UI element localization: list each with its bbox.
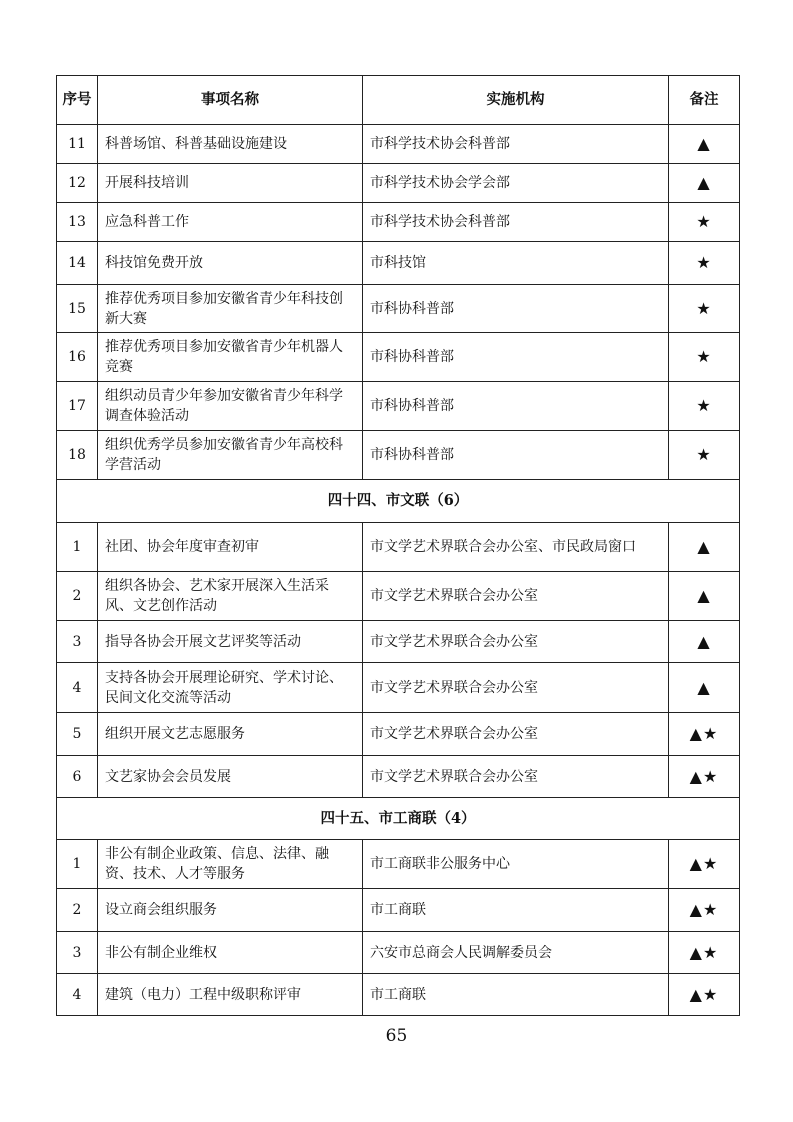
row-mark: ▲ — [669, 164, 740, 203]
row-agency: 市科学技术协会学会部 — [363, 164, 669, 203]
header-agency: 实施机构 — [363, 76, 669, 125]
row-agency: 市工商联非公服务中心 — [363, 840, 669, 889]
table-row — [57, 164, 740, 203]
row-name: 科技馆免费开放 — [98, 242, 363, 285]
table-row — [57, 333, 740, 382]
table-row — [57, 974, 740, 1016]
row-name: 推荐优秀项目参加安徽省青少年机器人竞赛 — [98, 333, 363, 382]
row-mark: ▲ — [669, 572, 740, 621]
row-name: 非公有制企业维权 — [98, 932, 363, 974]
table-row — [57, 663, 740, 713]
table-row — [57, 621, 740, 663]
row-name: 组织优秀学员参加安徽省青少年高校科学营活动 — [98, 431, 363, 480]
row-mark: ▲★ — [669, 932, 740, 974]
row-name: 组织动员青少年参加安徽省青少年科学调查体验活动 — [98, 382, 363, 431]
table-row — [57, 756, 740, 798]
row-name: 社团、协会年度审查初审 — [98, 523, 363, 572]
row-num: 18 — [57, 431, 98, 480]
row-mark: ★ — [669, 333, 740, 382]
row-num: 4 — [57, 663, 98, 713]
row-agency: 市文学艺术界联合会办公室 — [363, 621, 669, 663]
row-mark: ★ — [669, 203, 740, 242]
row-agency: 市文学艺术界联合会办公室 — [363, 756, 669, 798]
section-row — [57, 480, 740, 523]
row-num: 6 — [57, 756, 98, 798]
row-num: 12 — [57, 164, 98, 203]
row-mark: ▲★ — [669, 974, 740, 1016]
services-table — [56, 75, 740, 1016]
header-row — [57, 76, 740, 125]
row-agency: 市科技馆 — [363, 242, 669, 285]
row-num: 2 — [57, 572, 98, 621]
table-row — [57, 242, 740, 285]
row-agency: 市文学艺术界联合会办公室 — [363, 713, 669, 756]
row-name: 开展科技培训 — [98, 164, 363, 203]
row-agency: 市文学艺术界联合会办公室、市民政局窗口 — [363, 523, 669, 572]
row-agency: 市工商联 — [363, 889, 669, 932]
row-num: 13 — [57, 203, 98, 242]
row-num: 15 — [57, 285, 98, 333]
row-agency: 市科学技术协会科普部 — [363, 203, 669, 242]
table-row — [57, 523, 740, 572]
row-agency: 市科学技术协会科普部 — [363, 125, 669, 164]
row-agency: 市科协科普部 — [363, 382, 669, 431]
table-row — [57, 889, 740, 932]
row-mark: ▲ — [669, 523, 740, 572]
row-name: 非公有制企业政策、信息、法律、融资、技术、人才等服务 — [98, 840, 363, 889]
row-name: 组织各协会、艺术家开展深入生活采风、文艺创作活动 — [98, 572, 363, 621]
row-num: 3 — [57, 932, 98, 974]
row-name: 支持各协会开展理论研究、学术讨论、民间文化交流等活动 — [98, 663, 363, 713]
row-mark: ★ — [669, 382, 740, 431]
row-num: 2 — [57, 889, 98, 932]
row-agency: 六安市总商会人民调解委员会 — [363, 932, 669, 974]
row-num: 17 — [57, 382, 98, 431]
table-row — [57, 125, 740, 164]
table-row — [57, 382, 740, 431]
row-name: 设立商会组织服务 — [98, 889, 363, 932]
row-mark: ▲★ — [669, 840, 740, 889]
table-row — [57, 431, 740, 480]
row-name: 应急科普工作 — [98, 203, 363, 242]
table-row — [57, 713, 740, 756]
row-agency: 市工商联 — [363, 974, 669, 1016]
row-mark: ▲★ — [669, 889, 740, 932]
section-title-gongshanglian: 四十五、市工商联（4） — [57, 798, 740, 840]
row-agency: 市科协科普部 — [363, 431, 669, 480]
row-num: 5 — [57, 713, 98, 756]
page-number: 65 — [385, 1026, 408, 1046]
row-name: 推荐优秀项目参加安徽省青少年科技创新大赛 — [98, 285, 363, 333]
row-agency: 市科协科普部 — [363, 333, 669, 382]
row-mark: ▲ — [669, 621, 740, 663]
row-num: 1 — [57, 523, 98, 572]
row-agency: 市科协科普部 — [363, 285, 669, 333]
row-num: 16 — [57, 333, 98, 382]
row-num: 4 — [57, 974, 98, 1016]
table-row — [57, 203, 740, 242]
header-name: 事项名称 — [98, 76, 363, 125]
row-num: 3 — [57, 621, 98, 663]
row-mark: ▲★ — [669, 713, 740, 756]
row-num: 14 — [57, 242, 98, 285]
table-row — [57, 285, 740, 333]
row-num: 11 — [57, 125, 98, 164]
table-row — [57, 572, 740, 621]
table-row — [57, 932, 740, 974]
row-mark: ▲ — [669, 663, 740, 713]
row-num: 1 — [57, 840, 98, 889]
row-mark: ★ — [669, 242, 740, 285]
table-row — [57, 840, 740, 889]
row-name: 科普场馆、科普基础设施建设 — [98, 125, 363, 164]
row-name: 文艺家协会会员发展 — [98, 756, 363, 798]
row-mark: ▲★ — [669, 756, 740, 798]
header-note: 备注 — [669, 76, 740, 125]
row-name: 组织开展文艺志愿服务 — [98, 713, 363, 756]
header-num: 序号 — [57, 76, 98, 125]
row-name: 指导各协会开展文艺评奖等活动 — [98, 621, 363, 663]
row-mark: ★ — [669, 285, 740, 333]
row-mark: ★ — [669, 431, 740, 480]
row-agency: 市文学艺术界联合会办公室 — [363, 663, 669, 713]
section-title-wenlian: 四十四、市文联（6） — [57, 480, 740, 523]
row-mark: ▲ — [669, 125, 740, 164]
section-row — [57, 798, 740, 840]
row-agency: 市文学艺术界联合会办公室 — [363, 572, 669, 621]
row-name: 建筑（电力）工程中级职称评审 — [98, 974, 363, 1016]
